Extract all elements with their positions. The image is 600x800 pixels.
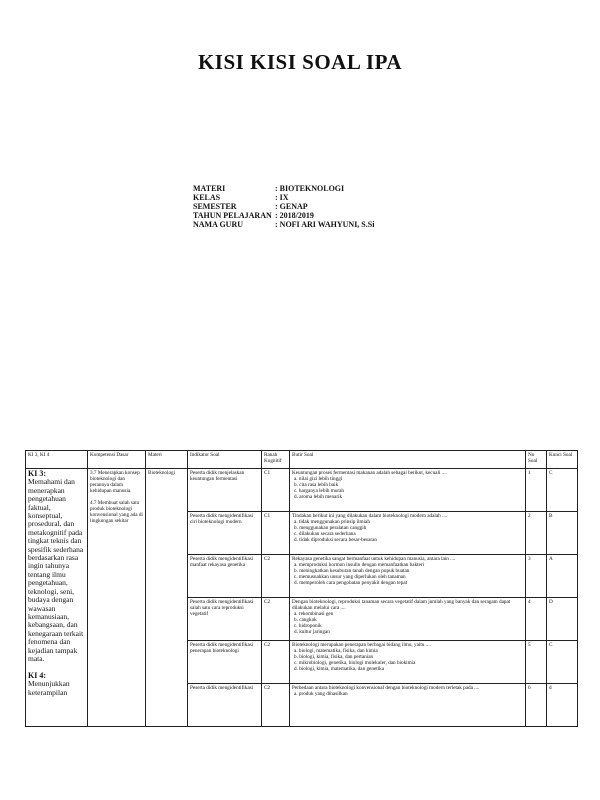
ki4-title: KI 4: (28, 670, 46, 680)
kunci-cell: D (547, 598, 578, 641)
option-b: b. cangkok (294, 617, 317, 623)
butir-soal-cell (290, 598, 526, 641)
question-text: Bioteknologi merupakan penerapan berbagai bidang ilmu, yaitu .... (292, 642, 431, 648)
meta-key: SEMESTER (193, 202, 237, 211)
question-text: Tindakan berikut ini yang dilakukan dalam bioteknologi modern adalah .... (292, 513, 448, 519)
ki3-title: KI 3: (28, 469, 46, 478)
option-b: b. menggunakan peralatan canggih (294, 525, 367, 531)
option-d: d. biologi, kimia, matematika, dan genetika (294, 666, 385, 672)
meta-key: KELAS (193, 193, 221, 202)
header-indikator: Indikator Soal (188, 451, 262, 469)
kd-2: 4.7 Membuat salah satu produk bioteknologi konvensional yang ada di lingkungan sekitar (90, 500, 143, 524)
document-title: KISI KISI SOAL IPA (197, 50, 403, 74)
option-a: a. produk yang dihasilkan (294, 691, 348, 697)
ranah-cell: C2 (262, 598, 290, 641)
kunci-cell: C (547, 641, 578, 684)
meta-value: : IX (275, 193, 289, 202)
question-text: Rekayasa genetika sangat bermanfaat untuk kehidupan manusia, antara lain .... (292, 556, 456, 562)
option-a: a. tidak menggunakan prinsip ilmiah (294, 519, 370, 525)
question-text: Dengan bioteknologi, reproduksi tanaman secara vegetatif dalam jumlah yang banyak dan seragam dapat dilakukan melalui cara .... (292, 599, 511, 611)
table-header-row (26, 451, 578, 469)
ranah-cell: C1 (262, 469, 290, 512)
ki-cell (26, 469, 88, 727)
option-b: b. cita rasa lebih baik (294, 482, 339, 488)
option-c: c. mikrobiologi, genetika, biologi molekuler, dan biokimia (294, 660, 416, 666)
butir-soal-cell (290, 641, 526, 684)
ranah-cell: C2 (262, 641, 290, 684)
option-d: d. tidak diproduksi secara besar-besaran (294, 537, 378, 543)
kd-cell (88, 469, 146, 727)
header-no-soal: No Soal (526, 451, 547, 469)
meta-row (193, 220, 374, 229)
meta-value: : GENAP (275, 202, 308, 211)
butir-soal-cell (290, 469, 526, 512)
question-text: Keuntungan proses fermentasi makanan adalah sebagai berikut, kecuali .... (292, 470, 447, 476)
meta-value: : 2018/2019 (275, 211, 314, 220)
butir-soal-cell (290, 512, 526, 555)
header-materi: Materi (146, 451, 188, 469)
no-soal-cell: 3 (526, 555, 547, 598)
ki3-text: Memahami dan menerapkan pengetahuan faktual, konseptual, prosedural, dan metakognitif pada tingkat teknis dan spesifik sederhana berdasarkan rasa ingin tahunya tentang ilmu pengetahuan, teknologi, seni, budaya dengan wawasan kemanusiaan, kebangsaan, dan kenegaraan terkait fenomena dan kejadian tampak mata. (28, 477, 84, 663)
ranah-cell: C2 (262, 555, 290, 598)
ranah-cell: C1 (262, 512, 290, 555)
kunci-cell: d (547, 684, 578, 727)
header-butir-soal: Butir Soal (290, 451, 526, 469)
ki4-text: Menunjukkan keterampilan (28, 679, 70, 697)
option-d: d. memperoleh cara pengobatan penyakit dengan tepat (294, 580, 408, 586)
header-ranah: Ranah Kognitif (262, 451, 290, 469)
option-c: c. memusnahkan unsur yang diperlukan oleh tanaman (294, 574, 406, 580)
butir-soal-cell (290, 555, 526, 598)
kunci-cell: A (547, 555, 578, 598)
kd-1: 3.7 Menerapkan konsep bioteknologi dan perannya dalam kehidupan manusia. (90, 470, 140, 494)
no-soal-cell: 2 (526, 512, 547, 555)
option-c: c. harganya lebih murah (294, 488, 345, 494)
butir-soal-cell (290, 684, 526, 727)
indikator-cell: Peserta didik mengidentifikasi penerapan bioteknologi (188, 641, 262, 684)
header-ki: KI 3, KI 4 (26, 451, 88, 469)
meta-row (193, 184, 374, 193)
kunci-cell: B (547, 512, 578, 555)
meta-row (193, 202, 374, 211)
header-kunci: Kunci Soal (547, 451, 578, 469)
no-soal-cell: 1 (526, 469, 547, 512)
no-soal-cell: 5 (526, 641, 547, 684)
indikator-cell: Peserta didik mengidentifikasi manfaat rekayasa genetika (188, 555, 262, 598)
meta-row (193, 193, 374, 202)
materi-cell: Bioteknologi (146, 469, 188, 727)
kunci-cell: C (547, 469, 578, 512)
kisi-table (25, 450, 578, 727)
no-soal-cell: 4 (526, 598, 547, 641)
meta-key: TAHUN PELAJARAN (193, 211, 272, 220)
question-text: Perbedaan antara bioteknologi konvensional dengan bioteknologi modern terletak pada .... (292, 685, 480, 691)
indikator-cell: Peserta didik mengidentifikasi (188, 684, 262, 727)
table-row (26, 469, 578, 512)
meta-value: : NOFI ARI WAHYUNI, S.Si (275, 220, 375, 229)
option-a: a. nilai gizi lebih tinggi (294, 476, 343, 482)
meta-key: MATERI (193, 184, 226, 193)
meta-row (193, 211, 374, 220)
ranah-cell: C2 (262, 684, 290, 727)
meta-key: NAMA GURU (193, 220, 243, 229)
option-c: c. dilakukan secara sederhana (294, 531, 356, 537)
document-meta (193, 184, 374, 229)
option-a: a. biologi, matematika, fisika, dan kimia (294, 648, 378, 654)
indikator-cell: Peserta didik menjelaskan keuntungan fermentasi (188, 469, 262, 512)
indikator-cell: Peserta didik mengidentifikasi ciri bioteknologi modern (188, 512, 262, 555)
meta-value: : BIOTEKNOLOGI (275, 184, 345, 193)
option-b: b. biologi, kimia, fisika, dan pertanian (294, 654, 374, 660)
option-c: c. hidroponik (294, 623, 322, 629)
option-a: a. rekombinasi gen (294, 611, 334, 617)
option-d: d. kultur jaringan (294, 629, 330, 635)
indikator-cell: Peserta didik mengidentifikasi salah satu cara reproduksi vegetatif (188, 598, 262, 641)
no-soal-cell: 6 (526, 684, 547, 727)
option-a: a. memproduksi hormon insulin dengan memanfaatkan bakteri (294, 562, 425, 568)
option-b: b. meningkatkan kesuburan tanah dengan pupuk buatan (294, 568, 410, 574)
header-kd: Kompetensi Dasar (88, 451, 146, 469)
option-d: d. aroma lebih menarik (294, 494, 343, 500)
